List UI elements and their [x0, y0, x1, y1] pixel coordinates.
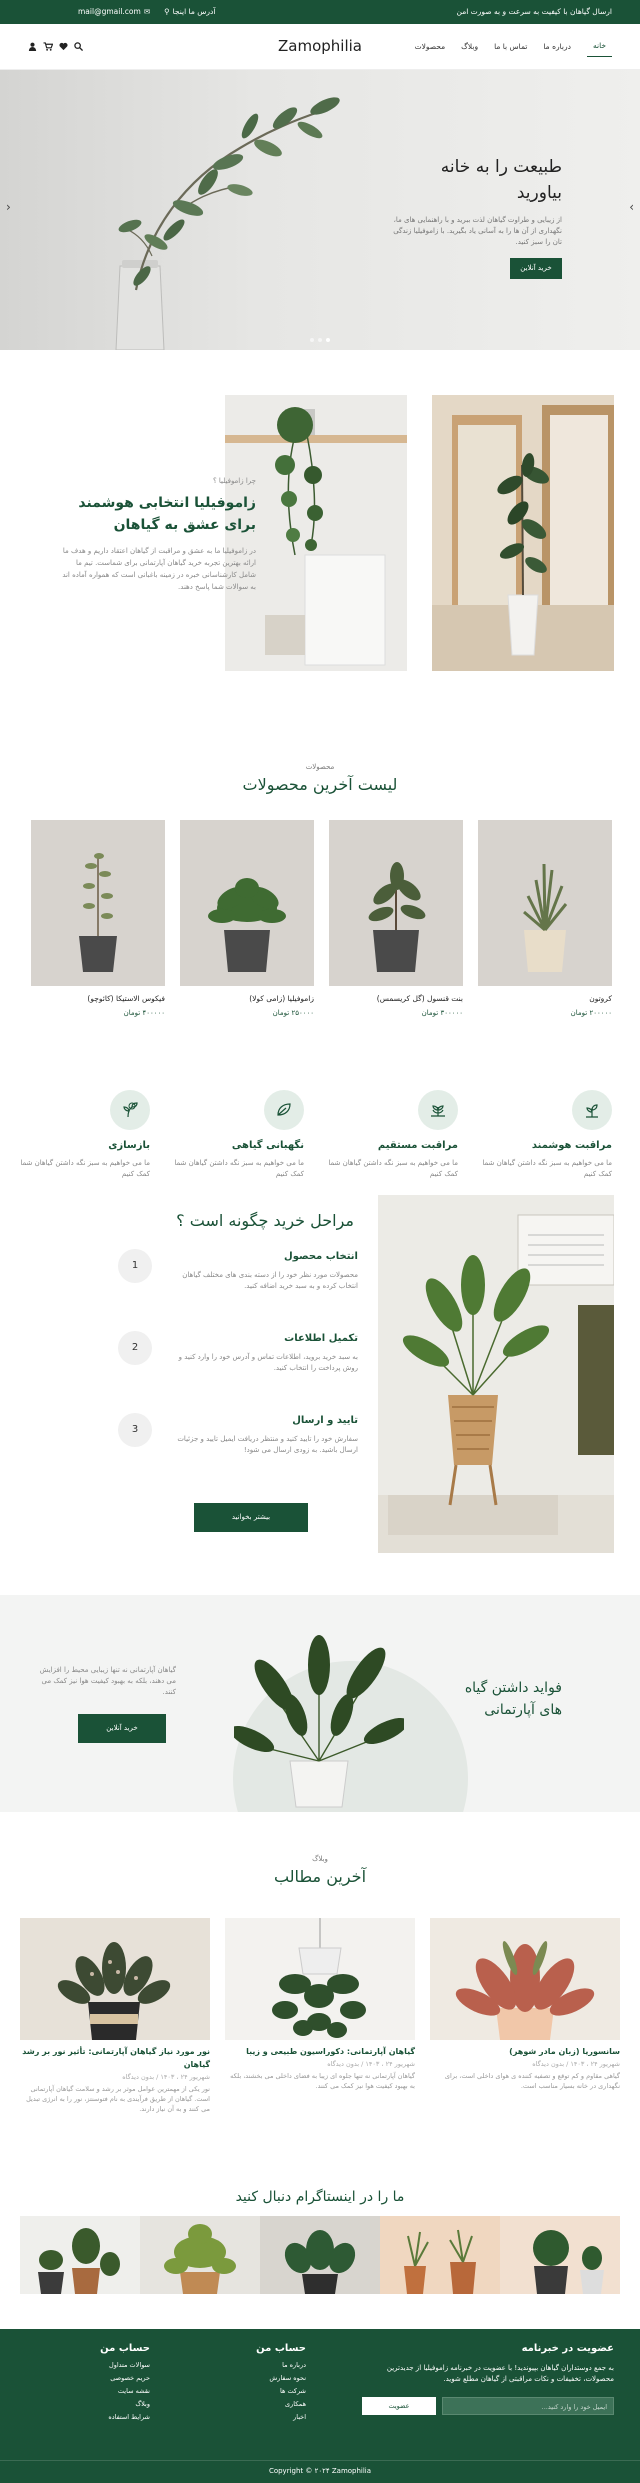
newsletter-subscribe-button[interactable]: عضویت: [362, 2397, 436, 2415]
nav-blog[interactable]: وبلاگ: [461, 41, 479, 51]
footer-link[interactable]: همکاری: [285, 2399, 306, 2408]
footer: [0, 2329, 640, 2483]
about-text-block: [60, 476, 256, 594]
steps-title: مراحل خرید چگونه است ؟: [176, 1211, 354, 1230]
blog-post-title[interactable]: سانسوریا (زبان مادر شوهر): [509, 2047, 620, 2056]
nav-products[interactable]: محصولات: [414, 41, 446, 51]
footer-link[interactable]: سوالات متداول: [108, 2360, 150, 2369]
blog-post-card[interactable]: [430, 1918, 620, 2092]
hero-content: [392, 154, 562, 279]
footer-link[interactable]: نحوه سفارش: [269, 2373, 306, 2382]
feature-item: [482, 1090, 612, 1180]
about-section: [0, 350, 640, 756]
product-price: ۳۰۰۰۰۰ تومان: [421, 1008, 463, 1017]
product-name[interactable]: بنت قنسول (گل کریسمس): [376, 994, 463, 1003]
step-text: سفارش خود را تایید کنید و منتظر دریافت ایمیل تایید و جزئیات ارسال باشید. به زودی ارسال می شود!: [177, 1434, 358, 1454]
product-name[interactable]: فیکوس الاستیکا (کائوچو): [87, 994, 165, 1003]
blog-post-image[interactable]: [430, 1918, 620, 2040]
benefits-text: گیاهان آپارتمانی نه تنها زیبایی محیط را افزایش می دهند، بلکه به بهبود کیفیت هوا نیز کمک می کنند.: [39, 1666, 176, 1697]
newsletter-block: [362, 2341, 614, 2415]
instagram-image[interactable]: [380, 2216, 500, 2294]
main-nav: [415, 36, 612, 57]
instagram-image[interactable]: [140, 2216, 260, 2294]
hero-description: از زیبایی و طراوت گیاهان لذت ببرید و با راهنمایی های ما، نگهداری از آن ها را به آسانی یاد بگیرید. با زاموفیلیا زندگی تان را سبز کنید.: [393, 215, 562, 247]
step-item: [118, 1331, 358, 1374]
feature-text: ما می خواهیم به سبز نگه داشتن گیاهان شما کمک کنیم: [174, 1158, 304, 1178]
step-text: به سبد خرید بروید، اطلاعات تماس و آدرس خود را وارد کنید و روش پرداخت را انتخاب کنید.: [178, 1352, 358, 1372]
blog-post-image[interactable]: [225, 1918, 415, 2040]
plant-care-icon: [572, 1090, 612, 1130]
email-link[interactable]: mail@gmail.com ✉: [78, 7, 151, 17]
footer-link[interactable]: درباره ما: [282, 2360, 306, 2369]
hero-slider: [0, 70, 640, 350]
header: [0, 24, 640, 70]
product-price: ۲۰۰۰۰۰ تومان: [570, 1008, 612, 1017]
top-bar: [0, 0, 640, 24]
feature-title: مراقبت هوشمند: [531, 1140, 612, 1151]
step-title: تایید و ارسال: [292, 1415, 358, 1426]
newsletter-text: به جمع دوستداران گیاهان بپیوندید! با عضویت در خبرنامه زاموفیلیا از جدیدترین محصولات، تخفیفات و نکات مراقبتی از گیاهان مطلع شوید.: [386, 2363, 614, 2383]
sprout-icon: [110, 1090, 150, 1130]
benefits-section: [0, 1595, 640, 1812]
footer-link[interactable]: حریم خصوصی: [110, 2373, 150, 2382]
slider-dot[interactable]: [310, 338, 314, 342]
slider-prev-icon[interactable]: ‹: [6, 200, 11, 214]
blog-post-excerpt: گیاهی مقاوم و کم توقع و تصفیه کننده ی هوای داخلی است، برای نگهداری در خانه بسیار مناسب است.: [444, 2071, 620, 2091]
about-subtitle: چرا زاموفیلیا ؟: [212, 477, 256, 485]
blog-title: آخرین مطالب: [273, 1866, 367, 1886]
cart-icon[interactable]: [43, 42, 53, 51]
slider-dot[interactable]: [318, 338, 322, 342]
slider-next-icon[interactable]: ›: [629, 200, 634, 214]
feature-title: بازسازی: [108, 1140, 150, 1151]
product-image[interactable]: [329, 820, 463, 986]
blog-post-card[interactable]: [225, 1918, 415, 2092]
newsletter-form: [362, 2397, 614, 2415]
nav-about[interactable]: درباره ما: [543, 41, 571, 51]
footer-col-account-2: [100, 2341, 150, 2422]
feature-item: [174, 1090, 304, 1180]
footer-link[interactable]: شرکت ها: [280, 2386, 306, 2395]
user-icon[interactable]: [28, 42, 37, 51]
blog-post-excerpt: گیاهان آپارتمانی نه تنها جلوه ای زیبا به فضای داخلی می بخشند، بلکه به بهبود کیفیت هوا نیز کمک می کنند.: [230, 2071, 415, 2091]
product-price: ۴۰۰۰۰۰ تومان: [123, 1008, 165, 1017]
products-title: لیست آخرین محصولات: [242, 774, 398, 794]
product-card[interactable]: [31, 820, 165, 1018]
instagram-image[interactable]: [260, 2216, 380, 2294]
product-price: ۲۵۰۰۰۰ تومان: [272, 1008, 314, 1017]
product-card[interactable]: [329, 820, 463, 1018]
leaves-icon: [264, 1090, 304, 1130]
step-number: 2: [118, 1331, 152, 1365]
footer-link[interactable]: اخبار: [293, 2412, 306, 2421]
step-item: [118, 1413, 358, 1456]
benefits-title: فواید داشتن گیاه های آپارتمانی: [464, 1680, 562, 1719]
about-title: زاموفیلیا انتخابی هوشمند برای عشق به گیاهان: [78, 494, 256, 533]
feature-item: [20, 1090, 150, 1180]
feature-text: ما می خواهیم به سبز نگه داشتن گیاهان شما کمک کنیم: [20, 1158, 150, 1178]
nav-contact[interactable]: تماس با ما: [494, 41, 528, 51]
instagram-gallery: [20, 2216, 620, 2294]
location-icon: ⚲: [164, 7, 170, 17]
hero-shop-button[interactable]: خرید آنلاین: [510, 258, 562, 279]
features-section: [0, 1006, 640, 1195]
product-image[interactable]: [180, 820, 314, 986]
blog-post-image[interactable]: [20, 1918, 210, 2040]
blog-post-date: شهریور ۲۴ ، ۱۴۰۳ / بدون دیدگاه: [327, 2059, 415, 2068]
copyright: Copyright © ۲۰۲۴ Zamophilia: [0, 2460, 640, 2477]
slider-dot[interactable]: [326, 338, 330, 342]
search-icon[interactable]: [74, 42, 83, 51]
logo[interactable]: Zamophilia: [278, 36, 362, 55]
footer-link[interactable]: وبلاگ: [135, 2399, 150, 2408]
newsletter-title: عضویت در خبرنامه: [521, 2343, 614, 2354]
address-link[interactable]: ⚲ آدرس ما اینجا: [164, 7, 216, 17]
step-title: انتخاب محصول: [284, 1251, 358, 1262]
slider-dots: [310, 338, 330, 342]
hero-title: طبیعت را به خانه بیاورید: [440, 157, 562, 204]
products-section: [0, 756, 640, 1017]
products-heading: [0, 756, 640, 798]
about-description: در زاموفیلیا ما به عشق و مراقبت از گیاهان اعتقاد داریم و هدف ما ارائه بهترین تجربه خرید گیاهان آپارتمانی برای شماست. تیم ما شامل کارشناسانی خبره در زمینه باغبانی است که همواره آماده اند به سوالات شما پاسخ دهند.: [62, 547, 256, 591]
blog-post-date: شهریور ۲۴ ، ۱۴۰۳ / بدون دیدگاه: [532, 2059, 620, 2068]
seedling-icon: [418, 1090, 458, 1130]
hero-plant-image: [90, 90, 380, 350]
product-image[interactable]: [478, 820, 612, 986]
feature-text: ما می خواهیم به سبز نگه داشتن گیاهان شما کمک کنیم: [482, 1158, 612, 1178]
product-name[interactable]: کروتون: [589, 994, 612, 1003]
product-card[interactable]: [478, 820, 612, 1018]
feature-item: [328, 1090, 458, 1180]
step-number: 1: [118, 1249, 152, 1283]
benefits-shop-button[interactable]: خرید آنلاین: [78, 1714, 166, 1743]
feature-title: نگهبانی گیاهی: [231, 1140, 304, 1151]
steps-image: [378, 1195, 614, 1553]
instagram-image[interactable]: [20, 2216, 140, 2294]
heart-icon[interactable]: [59, 42, 68, 51]
product-name[interactable]: زاموفیلیا (زامی کولا): [249, 994, 314, 1003]
step-title: تکمیل اطلاعات: [284, 1333, 358, 1344]
feature-text: ما می خواهیم به سبز نگه داشتن گیاهان شما کمک کنیم: [328, 1158, 458, 1178]
blog-section: [0, 1812, 640, 2173]
blog-post-card[interactable]: [20, 1918, 210, 2115]
benefits-plant-image: [234, 1615, 404, 1812]
blog-post-date: شهریور ۲۴ ، ۱۴۰۳ / بدون دیدگاه: [122, 2072, 210, 2081]
read-more-button[interactable]: بیشتر بخوانید: [194, 1503, 308, 1532]
mail-icon: ✉: [143, 7, 151, 17]
steps-section: [0, 1195, 640, 1595]
instagram-image[interactable]: [500, 2216, 620, 2294]
about-image-ficus: [432, 395, 614, 671]
footer-col-title: حساب من: [256, 2343, 306, 2354]
step-item: [118, 1249, 358, 1292]
footer-link[interactable]: شرایط استفاده: [108, 2412, 150, 2421]
feature-title: مراقبت مستقیم: [377, 1140, 458, 1151]
footer-col-title: حساب من: [100, 2343, 150, 2354]
product-card[interactable]: [180, 820, 314, 1018]
step-number: 3: [118, 1413, 152, 1447]
shipping-text: ارسال گیاهان با کیفیت به سرعت و به صورت امن: [456, 7, 612, 17]
instagram-section: [0, 2173, 640, 2329]
blog-heading: [0, 1854, 640, 1890]
nav-home[interactable]: خانه: [587, 36, 612, 57]
footer-link[interactable]: نقشه سایت: [117, 2386, 150, 2395]
blog-post-title[interactable]: گیاهان آپارتمانی: دکوراسیون طبیعی و زیبا: [246, 2047, 415, 2056]
products-subtitle: محصولات: [305, 763, 335, 771]
product-image[interactable]: [31, 820, 165, 986]
instagram-title: ما را در اینستاگرام دنبال کنید: [235, 2189, 405, 2205]
blog-post-title[interactable]: نور مورد نیاز گیاهان آپارتمانی: تأثیر نور بر رشد گیاهان: [22, 2047, 210, 2069]
step-text: محصولات مورد نظر خود را از دسته بندی های مختلف گیاهان انتخاب کرده و به سبد خرید اضافه کنید.: [182, 1270, 358, 1290]
newsletter-email-input[interactable]: ایمیل خود را وارد کنید...: [442, 2397, 614, 2415]
blog-post-excerpt: نور یکی از مهمترین عوامل موثر بر رشد و سلامت گیاهان آپارتمانی است. گیاهان از طریق فرآیندی به نام فتوسنتز، نور را به انرژی تبدیل می کنند و به آن نیاز دارند.: [26, 2084, 210, 2114]
header-icons: [28, 42, 83, 51]
footer-col-account-1: [256, 2341, 306, 2422]
blog-subtitle: وبلاگ: [312, 1855, 328, 1863]
